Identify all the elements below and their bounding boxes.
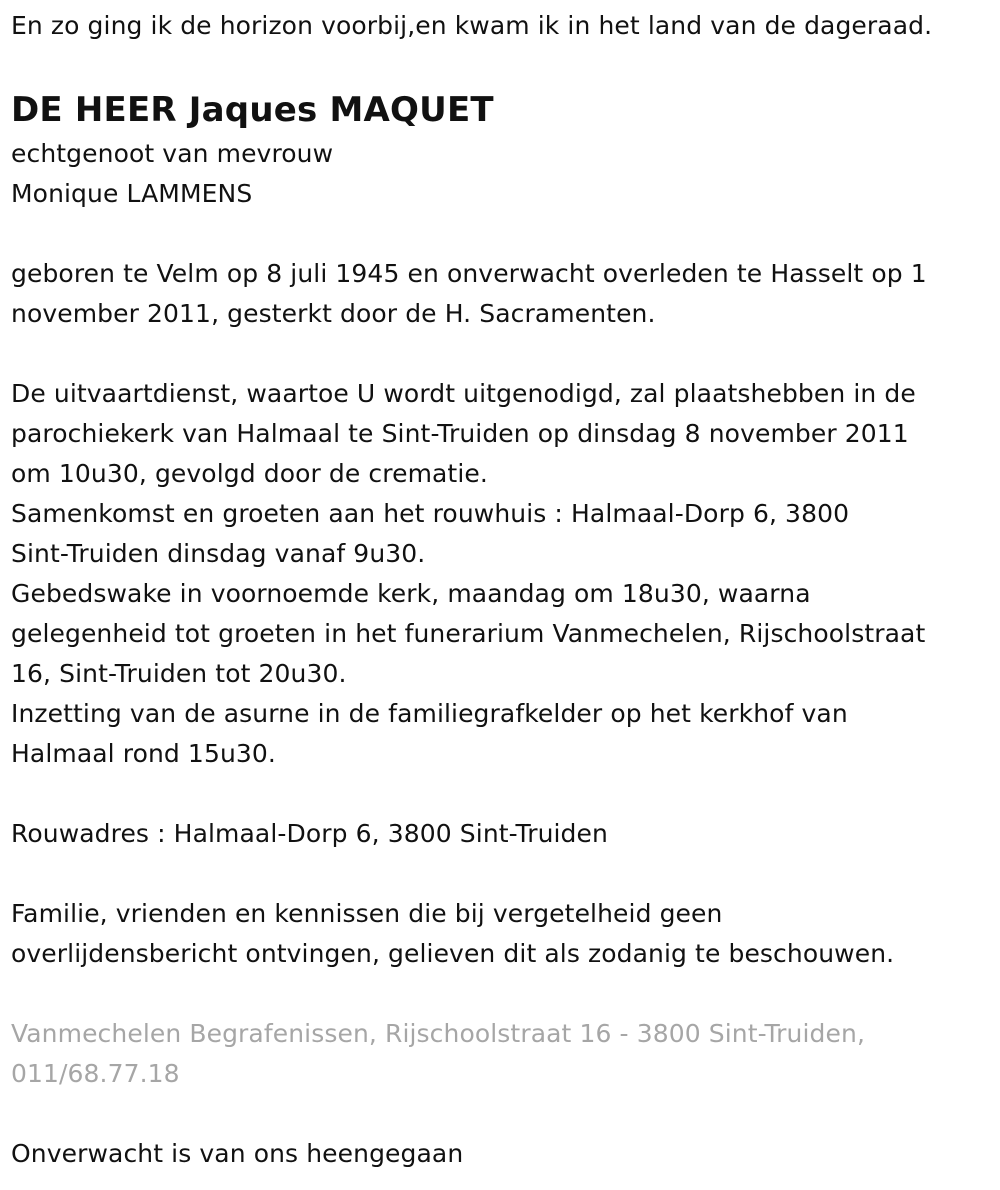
notice-line: overlijdensbericht ontvingen, gelieven dit als zodanig te beschouwen. [11,939,895,968]
ceremony-paragraph [11,374,990,774]
ceremony-line: gelegenheid tot groeten in het funerarium Vanmechelen, Rijschoolstraat [11,619,926,648]
mourning-address: Rouwadres : Halmaal-Dorp 6, 3800 Sint-Truiden [11,819,608,848]
ceremony-line: De uitvaartdienst, waartoe U wordt uitgenodigd, zal plaatshebben in de [11,379,916,408]
notice-line: Familie, vrienden en kennissen die bij vergetelheid geen [11,899,723,928]
spacer [11,334,990,374]
spacer [11,854,990,894]
deceased-name: DE HEER Jaques MAQUET [11,90,494,130]
ceremony-line: Halmaal rond 15u30. [11,739,276,768]
ceremony-line: Inzetting van de asurne in de familiegrafkelder op het kerkhof van [11,699,848,728]
undertaker-phone: 011/68.77.18 [11,1059,180,1088]
ceremony-line: 16, Sint-Truiden tot 20u30. [11,659,347,688]
ceremony-line: om 10u30, gevolgd door de crematie. [11,459,488,488]
spacer [11,214,990,254]
relation-text: echtgenoot van mevrouw [11,139,334,168]
opening-quote: En zo ging ik de horizon voorbij,en kwam ik in het land van de dageraad. [11,11,933,40]
notice-paragraph [11,894,990,974]
ceremony-line: Sint-Truiden dinsdag vanaf 9u30. [11,539,426,568]
undertaker-line: Vanmechelen Begrafenissen, Rijschoolstraat 16 - 3800 Sint-Truiden, [11,1019,865,1048]
ceremony-line: Gebedswake in voornoemde kerk, maandag om 18u30, waarna [11,579,811,608]
spacer [11,1094,990,1134]
deceased-block [11,86,990,214]
closing-line: Onverwacht is van ons heengegaan [11,1139,464,1168]
birth-death-line: geboren te Velm op 8 juli 1945 en onverwacht overleden te Hasselt op 1 [11,259,927,288]
ceremony-line: parochiekerk van Halmaal te Sint-Truiden op dinsdag 8 november 2011 [11,419,909,448]
birth-death-line: november 2011, gesterkt door de H. Sacramenten. [11,299,656,328]
birth-death-paragraph [11,254,990,334]
spacer [11,774,990,814]
undertaker-info [11,1014,990,1094]
spouse-name: Monique LAMMENS [11,179,253,208]
spacer [11,974,990,1014]
ceremony-line: Samenkomst en groeten aan het rouwhuis : Halmaal-Dorp 6, 3800 [11,499,850,528]
